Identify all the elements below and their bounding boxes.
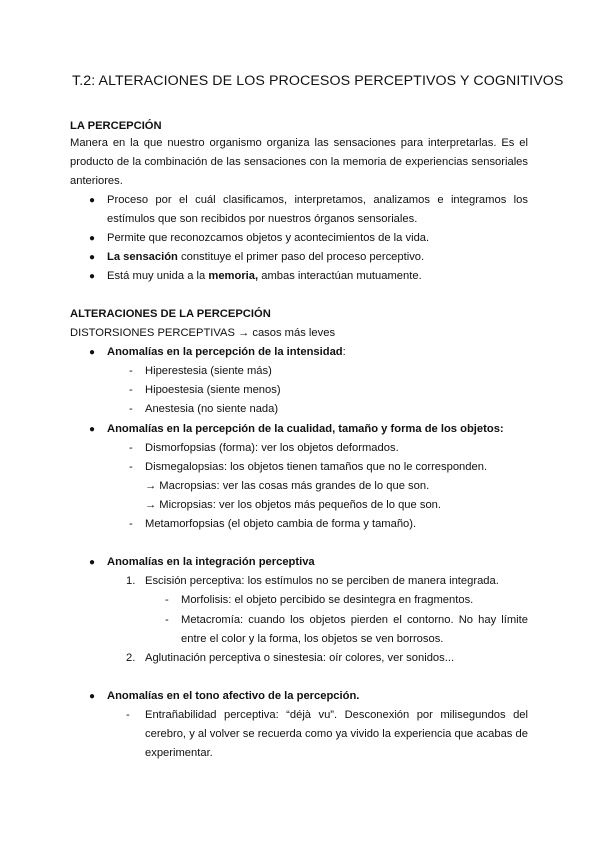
item-macropsias: → Macropsias: ver las cosas más grandes de lo que son. (145, 480, 430, 492)
item-hiperestesia: Hiperestesia (siente más) (145, 365, 272, 377)
item-metamorfopsias: Metamorfopsias (el objeto cambia de forma y tamaño). (145, 518, 417, 530)
dash-marker: - (165, 594, 169, 606)
group-intensidad-title (107, 343, 346, 362)
bullet-memoria (107, 267, 422, 286)
dash-marker: - (126, 709, 130, 721)
document-title: T.2: ALTERACIONES DE LOS PROCESOS PERCEPTIVOS Y COGNITIVOS (72, 73, 564, 89)
subheading-distorsiones: DISTORSIONES PERCEPTIVAS → casos más leves (70, 327, 336, 339)
item-aglutinacion: Aglutinación perceptiva o sinestesia: oír colores, ver sonidos... (145, 652, 455, 664)
item-dismorfopsias: Dismorfopsias (forma): ver los objetos deformados. (145, 442, 399, 454)
intro-paragraph: Manera en la que nuestro organismo organiza las sensaciones para interpretarlas. Es el producto de la combinación de las sensaciones con la memoria de experiencias sensoriales anteriores. (70, 137, 528, 187)
dash-marker: - (129, 461, 133, 473)
item-metacromia: Metacromía: cuando los objetos pierden el contorno. No hay límite entre el color y la forma, los objetos se ven borrosos. (181, 614, 528, 645)
bullet-proceso: Proceso por el cuál clasificamos, interpretamos, analizamos e integramos los estímulos que son recibidos por nuestros órganos sensoriales. (107, 194, 528, 225)
dash-marker: - (129, 384, 133, 396)
bullet-sensacion (107, 248, 424, 267)
bullet-icon: ● (89, 195, 96, 206)
bullet-memoria-post: ambas interactúan mutuamente. (258, 270, 422, 282)
group-cualidad-title: Anomalías en la percepción de la cualidad, tamaño y forma de los objetos: (107, 423, 504, 435)
term-memoria: memoria, (208, 270, 259, 282)
bullet-icon: ● (89, 271, 96, 282)
item-morfolisis: Morfolisis: el objeto percibido se desintegra en fragmentos. (181, 594, 474, 606)
dash-marker: - (165, 614, 169, 626)
bullet-icon: ● (89, 424, 96, 435)
item-entranabilidad: Entrañabilidad perceptiva: “déjà vu”. Desconexión por milisegundos del cerebro, y al volver se recuerda como ya vivido la experiencia que acabas de experimentar. (145, 709, 528, 759)
bullet-icon: ● (89, 557, 96, 568)
group-integracion-title: Anomalías en la integración perceptiva (107, 556, 315, 568)
dash-marker: - (129, 365, 133, 377)
bullet-icon: ● (89, 691, 96, 702)
bullet-icon: ● (89, 233, 96, 244)
list-number: 2. (126, 652, 136, 664)
group-tono-afectivo-title: Anomalías en el tono afectivo de la percepción. (107, 690, 360, 702)
item-escision: Escisión perceptiva: los estímulos no se perciben de manera integrada. (145, 575, 499, 587)
dash-marker: - (129, 518, 133, 530)
term-sensacion: La sensación (107, 251, 178, 263)
bullet-sensacion-text: constituye el primer paso del proceso perceptivo. (177, 251, 425, 263)
section-heading-alteraciones: ALTERACIONES DE LA PERCEPCIÓN (70, 308, 271, 320)
dash-marker: - (129, 442, 133, 454)
bullet-permite: Permite que reconozcamos objetos y acontecimientos de la vida. (107, 232, 430, 244)
list-number: 1. (126, 575, 136, 587)
bullet-icon: ● (89, 347, 96, 358)
bullet-memoria-pre: Está muy unida a la (107, 270, 209, 282)
group-intensidad-label: Anomalías en la percepción de la intensidad (107, 346, 343, 358)
item-micropsias: → Micropsias: ver los objetos más pequeños de lo que son. (145, 499, 442, 511)
item-hipoestesia: Hipoestesia (siente menos) (145, 384, 281, 396)
item-anestesia: Anestesia (no siente nada) (145, 403, 279, 415)
bullet-icon: ● (89, 252, 96, 263)
colon: : (342, 346, 346, 358)
dash-marker: - (129, 403, 133, 415)
item-dismegalopsias: Dismegalopsias: los objetos tienen tamaños que no le corresponden. (145, 461, 488, 473)
section-heading-percepcion: LA PERCEPCIÓN (70, 120, 162, 132)
